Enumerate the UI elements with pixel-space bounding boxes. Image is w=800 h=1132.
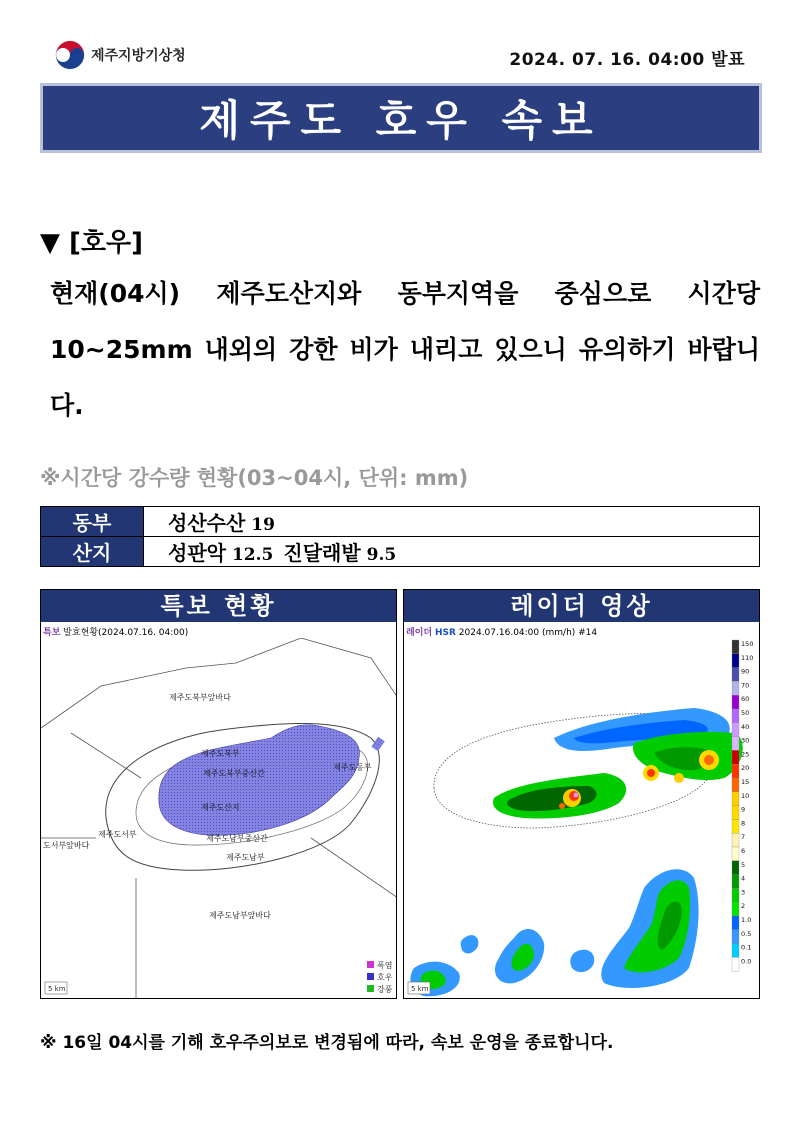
warning-issued-time: 발효현황(2024.07.16. 04:00): [63, 628, 189, 638]
footer-note: ※ 16일 04시를 기해 호우주의보로 변경됨에 따라, 속보 운영을 종료합니다.: [40, 1033, 614, 1053]
row-label: 산지: [41, 537, 144, 567]
radar-color-scale: [732, 640, 753, 971]
warning-panel-title: 특보 현황: [41, 590, 396, 622]
scale-label: 15: [741, 778, 750, 786]
scale-swatch: [732, 819, 739, 833]
row-values: [144, 537, 760, 567]
legend-label: 강풍: [377, 985, 393, 994]
radar-echo-south: [410, 869, 698, 996]
scale-swatch: [732, 681, 739, 695]
scale-swatch: [732, 792, 739, 806]
scale-swatch: [732, 957, 739, 971]
scale-swatch: [732, 944, 739, 958]
row-values: [144, 507, 760, 537]
scale-label: 110: [741, 653, 754, 662]
warning-status-panel: [40, 589, 397, 999]
section-heading: ▼ [호우]: [40, 228, 144, 258]
scale-label: 0.1: [741, 943, 752, 952]
region-label: 제주도남부중산간: [206, 834, 268, 843]
scale-swatch: [732, 709, 739, 723]
radar-map: [404, 638, 760, 999]
legend-label: 호우: [377, 973, 393, 982]
scale-swatch: [732, 916, 739, 930]
region-label: 제주도산지: [201, 803, 240, 812]
rain-caption: ※시간당 강수량 현황(03~04시, 단위: mm): [40, 466, 469, 490]
scale-label: 90: [741, 667, 750, 676]
scale-label: 50: [741, 709, 750, 717]
scale-swatch: [732, 930, 739, 944]
scale-swatch: [732, 764, 739, 778]
warning-tag: 특보: [43, 628, 61, 638]
scale-swatch: [732, 902, 739, 916]
region-label: 제주도남부: [226, 853, 265, 862]
region-label: 제주도남부앞바다: [209, 911, 271, 920]
legend-swatch-rain: [367, 973, 374, 980]
issue-date: 2024. 07. 16. 04:00 발표: [509, 50, 745, 70]
radar-echo-central: [493, 773, 626, 818]
region-label: 제주도북부앞바다: [169, 693, 231, 702]
scale-label: 0.5: [741, 929, 752, 938]
radar-tag-hsr: HSR: [434, 628, 456, 638]
scale-swatch: [732, 833, 739, 847]
scale-swatch: [732, 888, 739, 902]
scale-label: 7: [741, 833, 746, 842]
section-body: 현재(04시) 제주도산지와 동부지역을 중심으로 시간당 10~25mm 내외의 강한 비가 내리고 있으니 유의하기 바랍니다.: [50, 279, 760, 420]
scale-label: 6: [741, 847, 746, 855]
radar-panel: [403, 589, 760, 999]
region-label: 제주도북부: [201, 749, 240, 758]
table-row: [41, 507, 760, 537]
table-row: [41, 537, 760, 567]
station-name: 성산수산: [168, 511, 246, 535]
legend-swatch-heat: [367, 961, 374, 968]
radar-panel-title: 레이더 영상: [404, 590, 759, 622]
scale-label: 0.0: [741, 957, 752, 966]
region-label: 제주도서부: [98, 830, 137, 839]
station-value: 19: [251, 515, 275, 535]
scale-swatch: [732, 806, 739, 820]
radar-tag: 레이더: [406, 628, 433, 638]
warning-panel-subtitle: [41, 622, 396, 638]
scale-swatch: [732, 861, 739, 875]
radar-map-scale: 5 km: [411, 985, 429, 993]
scale-swatch: [732, 778, 739, 792]
scale-label: 4: [741, 874, 746, 883]
region-label: 도서부앞바다: [43, 841, 90, 850]
scale-label: 20: [741, 764, 750, 773]
radar-time: 2024.07.16.04:00 (mm/h) #14: [458, 628, 598, 638]
scale-label: 10: [741, 791, 750, 800]
scale-label: 5: [741, 860, 746, 869]
scale-label: 3: [741, 888, 746, 897]
scale-swatch: [732, 875, 739, 889]
scale-swatch: [732, 847, 739, 861]
station-value: 12.5: [231, 545, 274, 565]
title-banner: [40, 83, 762, 153]
scale-label: 70: [741, 681, 750, 690]
scale-swatch: [732, 750, 739, 764]
scale-label: 60: [741, 695, 750, 704]
station-name: 진달래밭: [283, 541, 361, 565]
scale-label: 9: [741, 805, 746, 814]
station-name: 성판악: [168, 541, 226, 565]
scale-label: 2: [741, 902, 746, 911]
heavy-rain-warning-area: [159, 725, 360, 836]
page-title: 제주도 호우 속보: [199, 96, 603, 145]
radar-echo-north: [554, 708, 743, 783]
scale-swatch: [732, 695, 739, 709]
scale-label: 1.0: [741, 916, 752, 924]
scale-label: 150: [741, 640, 754, 648]
scale-swatch: [732, 723, 739, 737]
rain-table: [40, 506, 760, 567]
scale-label: 30: [741, 736, 750, 745]
scale-label: 40: [741, 722, 750, 731]
legend-label: 폭염: [377, 961, 393, 970]
scale-swatch: [732, 640, 739, 654]
scale-swatch: [732, 654, 739, 668]
scale-label: 25: [741, 750, 750, 759]
kma-logo-block: [55, 40, 186, 70]
region-label: 제주도동부: [333, 763, 372, 772]
scale-swatch: [732, 737, 739, 751]
region-label: 제주도북부중산간: [203, 769, 265, 778]
map-scale: 5 km: [48, 985, 66, 993]
station-value: 9.5: [366, 545, 397, 565]
org-name: 제주지방기상청: [91, 48, 186, 64]
warning-map: [41, 638, 397, 999]
row-label: 동부: [41, 507, 144, 537]
radar-panel-subtitle: [404, 622, 759, 638]
scale-label: 8: [741, 819, 746, 828]
legend-swatch-wind: [367, 985, 374, 992]
scale-swatch: [732, 668, 739, 682]
kma-logo-icon: [55, 40, 85, 70]
warning-legend: [367, 960, 393, 994]
